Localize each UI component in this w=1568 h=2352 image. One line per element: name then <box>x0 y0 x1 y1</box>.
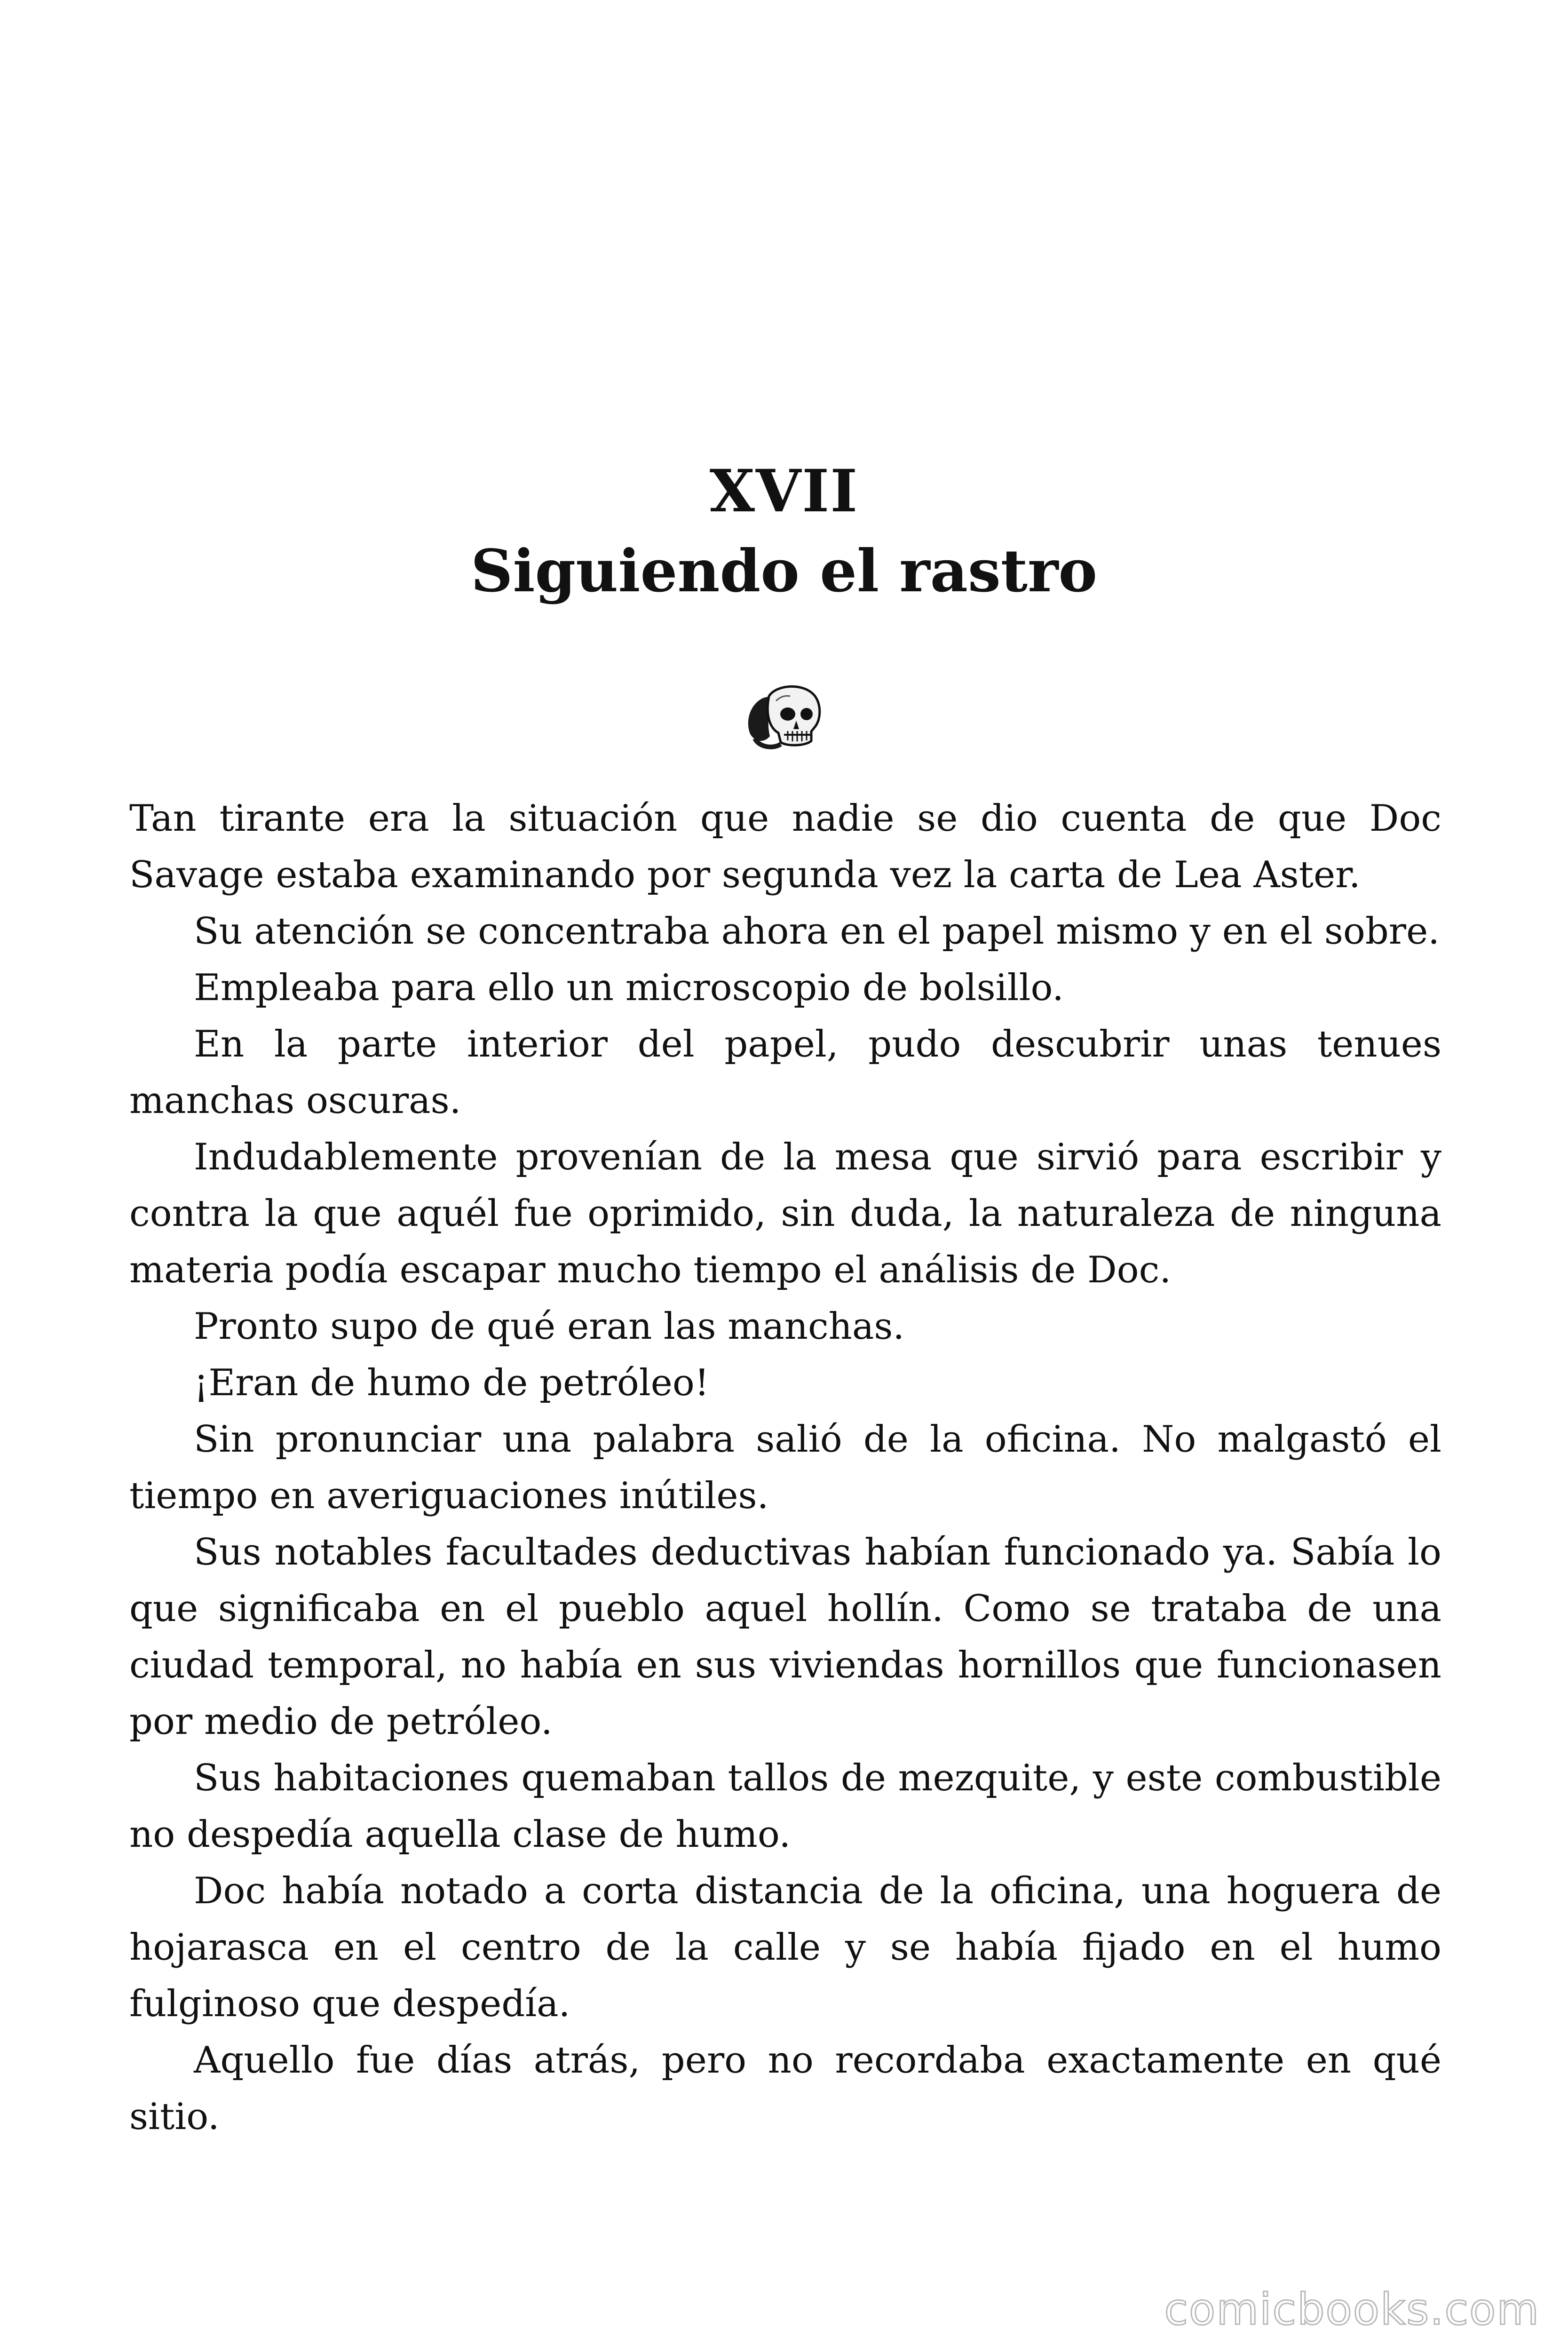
paragraph: Sin pronunciar una palabra salió de la oficina. No malgastó el tiempo en averiguaciones inútiles. <box>129 1418 1441 1517</box>
paragraph: Sus habitaciones quemaban tallos de mezquite, y este combustible no despedía aquella clase de humo. <box>129 1757 1441 1856</box>
paragraph: ¡Eran de humo de petróleo! <box>194 1362 710 1404</box>
paragraph: Empleaba para ello un microscopio de bolsillo. <box>194 967 1064 1009</box>
paragraph: Indudablemente provenían de la mesa que sirvió para escribir y contra la que aquél fue oprimido, sin duda, la naturaleza de ninguna materia podía escapar mucho tiempo el análisis de Doc. <box>129 1136 1441 1291</box>
skull-icon <box>741 677 825 753</box>
paragraph: Tan tirante era la situación que nadie se dio cuenta de que Doc Savage estaba examinando por segunda vez la carta de Lea Aster. <box>129 797 1441 896</box>
paragraph: Sus notables facultades deductivas habían funcionado ya. Sabía lo que significaba en el pueblo aquel hollín. Como se trataba de una ciudad temporal, no había en sus viviendas hornillos que funcionasen por medio de petróleo. <box>129 1531 1441 1743</box>
watermark: comicbooks.com <box>1164 2284 1540 2335</box>
paragraph: Doc había notado a corta distancia de la oficina, una hoguera de hojarasca en el centro de la calle y se había fijado en el humo fulginoso que despedía. <box>129 1870 1441 2025</box>
paragraph: En la parte interior del papel, pudo descubrir unas tenues manchas oscuras. <box>129 1023 1441 1122</box>
chapter-body <box>129 790 1441 2145</box>
paragraph: Su atención se concentraba ahora en el papel mismo y en el sobre. <box>194 910 1440 953</box>
chapter-number: XVII <box>709 457 859 525</box>
paragraph: Aquello fue días atrás, pero no recordaba exactamente en qué sitio. <box>129 2039 1441 2138</box>
paragraph: Pronto supo de qué eran las manchas. <box>194 1305 905 1348</box>
chapter-title: Siguiendo el rastro <box>470 537 1098 605</box>
